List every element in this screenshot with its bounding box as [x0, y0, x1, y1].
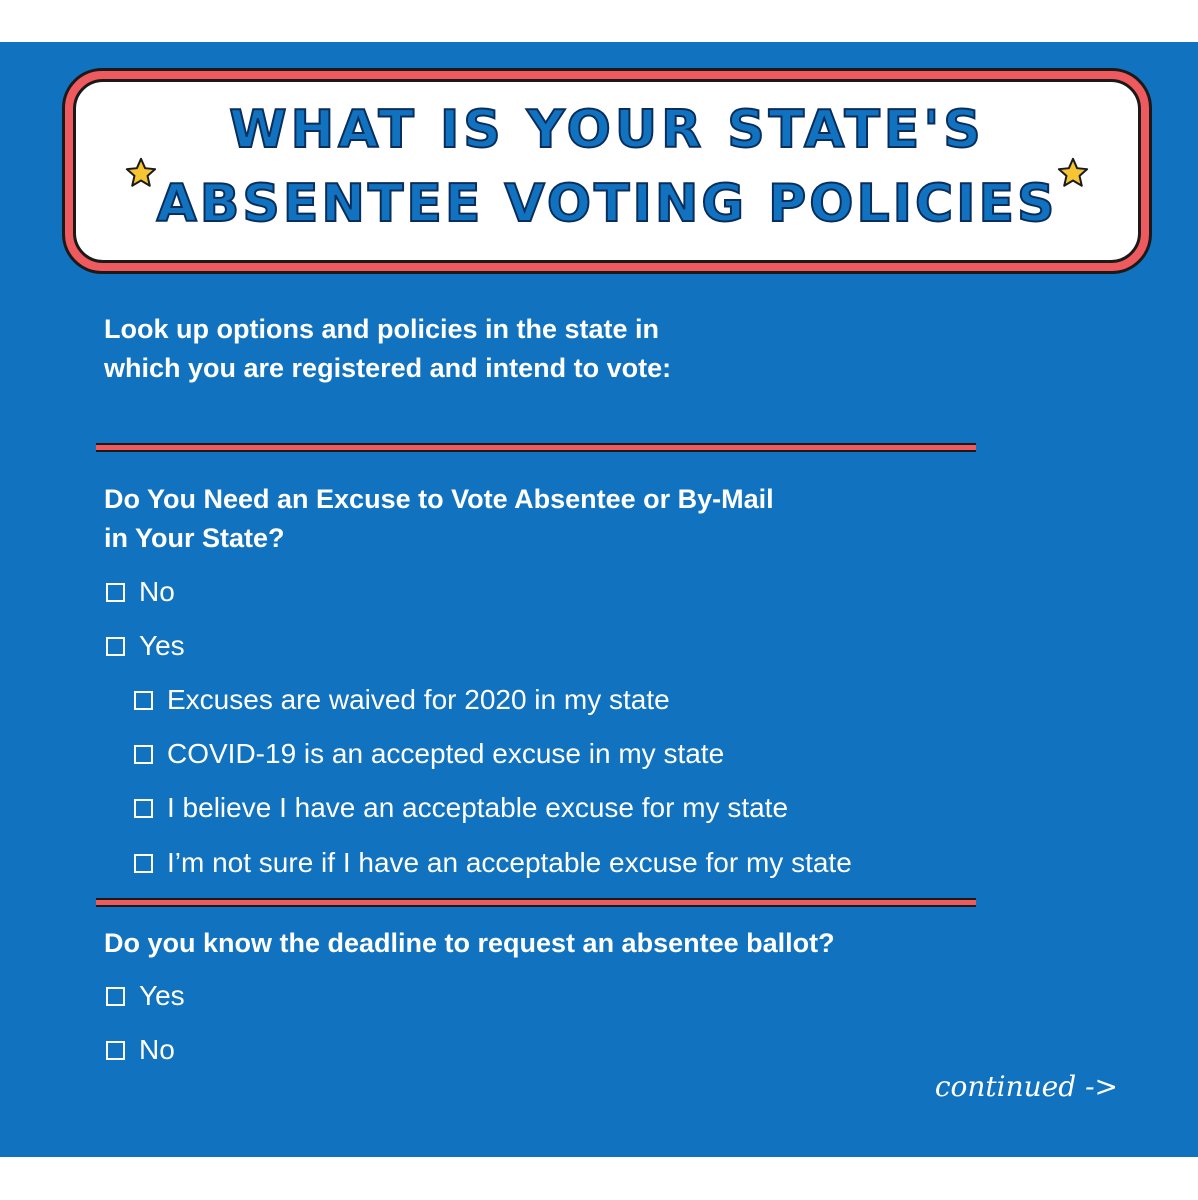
question-excuse: Do You Need an Excuse to Vote Absentee or By-Mail in Your State? [104, 484, 774, 553]
option-label: Yes [139, 630, 185, 661]
checkbox[interactable] [134, 745, 153, 764]
page-title-line-2: ABSENTEE VOTING POLICIES [156, 174, 1058, 234]
option-label: I’m not sure if I have an acceptable excuse for my state [167, 847, 852, 878]
checkbox[interactable] [106, 987, 125, 1006]
divider [96, 898, 976, 907]
divider [96, 443, 976, 452]
option-no[interactable] [106, 574, 175, 610]
checkbox[interactable] [106, 1041, 125, 1060]
sub-option-have-excuse[interactable] [134, 790, 788, 826]
title-banner [62, 68, 1152, 274]
option-yes[interactable] [106, 978, 185, 1014]
option-label: Excuses are waived for 2020 in my state [167, 684, 670, 715]
page-title-line-1: WHAT IS YOUR STATE'S [229, 100, 985, 160]
checkbox[interactable] [134, 854, 153, 873]
option-label: I believe I have an acceptable excuse for my state [167, 792, 789, 823]
continued-label: continued -> [934, 1070, 1118, 1103]
checkbox[interactable] [134, 691, 153, 710]
sub-option-not-sure[interactable] [134, 845, 852, 881]
option-label: Yes [139, 980, 185, 1011]
option-yes[interactable] [106, 628, 185, 664]
question-deadline: Do you know the deadline to request an absentee ballot? [104, 928, 835, 958]
option-no[interactable] [106, 1032, 175, 1068]
option-label: No [139, 576, 175, 607]
checkbox[interactable] [134, 799, 153, 818]
title-banner-inner [73, 79, 1141, 263]
sub-option-covid-excuse[interactable] [134, 736, 724, 772]
checkbox[interactable] [106, 637, 125, 656]
checkbox[interactable] [106, 583, 125, 602]
option-label: COVID-19 is an accepted excuse in my state [167, 738, 725, 769]
option-label: No [139, 1034, 175, 1065]
sub-option-excuses-waived[interactable] [134, 682, 670, 718]
intro-text: Look up options and policies in the state in which you are registered and intend to vote: [104, 314, 672, 383]
